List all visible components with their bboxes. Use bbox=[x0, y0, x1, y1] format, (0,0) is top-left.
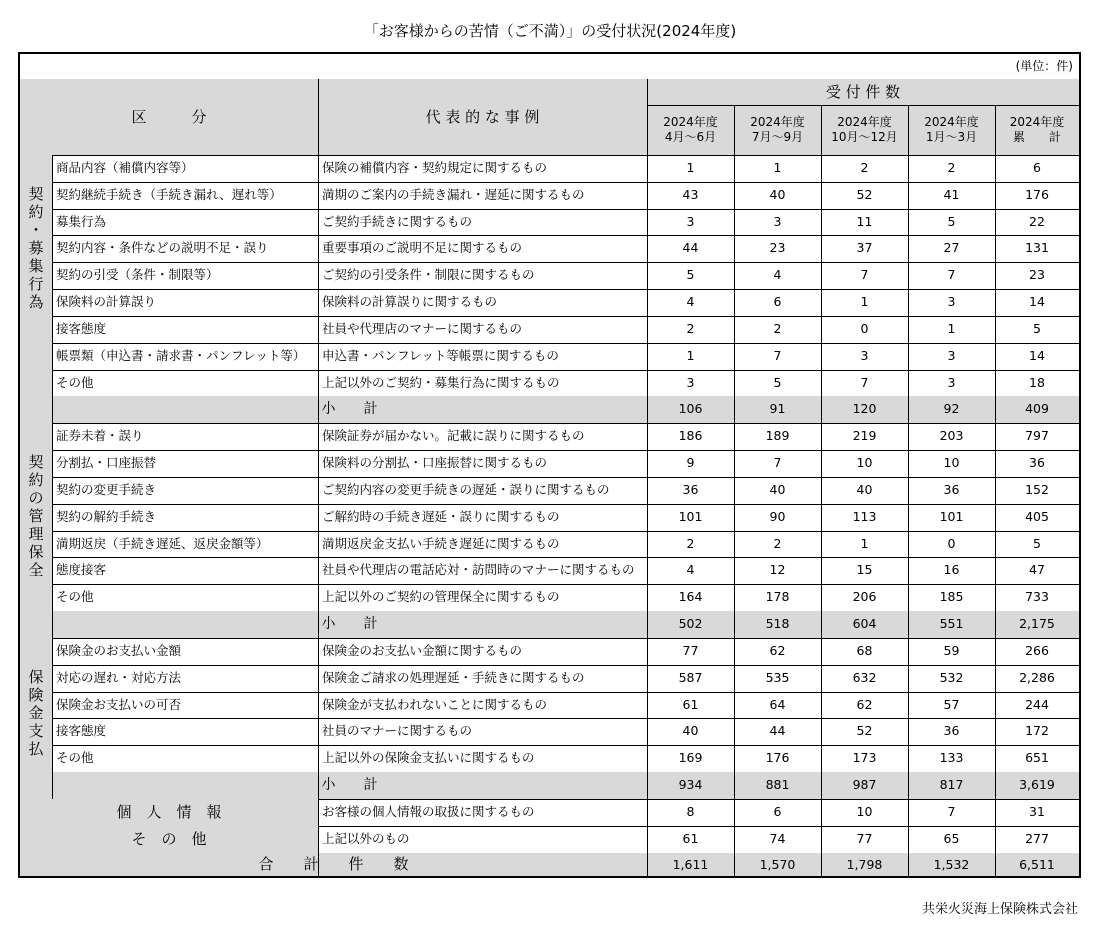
row-value: 7 bbox=[773, 455, 782, 471]
header-period-line: 2024年度 bbox=[663, 115, 718, 129]
row-value: 3 bbox=[947, 294, 956, 310]
row-example: 満期返戻金支払い手続き遅延に関するもの bbox=[322, 535, 560, 551]
row-value: 5 bbox=[686, 267, 695, 283]
row-value: 6 bbox=[773, 294, 782, 310]
total-value: 6,511 bbox=[1019, 856, 1055, 872]
row-example: 申込書・パンフレット等帳票に関するもの bbox=[322, 347, 559, 363]
subtotal-value: 409 bbox=[1025, 401, 1049, 417]
row-value: 77 bbox=[682, 642, 699, 658]
section-label-char: 保 bbox=[28, 667, 44, 686]
row-value: 2 bbox=[686, 320, 695, 336]
row-value: 7 bbox=[860, 374, 869, 390]
section-label-char: 契 bbox=[28, 453, 44, 472]
row-value: 1 bbox=[860, 535, 869, 551]
row-item: 対応の遅れ・対応方法 bbox=[56, 669, 182, 685]
row-value: 40 bbox=[856, 481, 873, 497]
extra-row-value: 74 bbox=[769, 830, 786, 846]
row-example: ご解約時の手続き遅延・誤りに関するもの bbox=[322, 508, 560, 524]
row-value: 59 bbox=[943, 642, 960, 658]
grid-line bbox=[995, 105, 996, 876]
extra-row-value: 65 bbox=[943, 830, 960, 846]
row-value: 44 bbox=[769, 723, 786, 739]
row-value: 52 bbox=[856, 723, 873, 739]
section-label-char: 募 bbox=[28, 239, 44, 257]
section-label-char: 管 bbox=[28, 507, 44, 526]
grid-line bbox=[734, 105, 735, 876]
row-value: 5 bbox=[1033, 535, 1041, 551]
row-value: 176 bbox=[1025, 186, 1049, 202]
header-count: 受 付 件 数 bbox=[825, 83, 901, 101]
row-item: 接客態度 bbox=[56, 320, 107, 336]
row-value: 101 bbox=[939, 508, 964, 524]
row-value: 16 bbox=[943, 562, 960, 578]
row-value: 44 bbox=[682, 240, 699, 256]
row-value: 131 bbox=[1025, 240, 1049, 256]
row-item: 態度接客 bbox=[56, 562, 107, 578]
row-value: 2 bbox=[686, 535, 695, 551]
row-item: その他 bbox=[56, 750, 94, 766]
subtotal-value: 120 bbox=[852, 401, 877, 417]
row-value: 7 bbox=[860, 267, 869, 283]
row-example: 保険料の分割払・口座振替に関するもの bbox=[322, 455, 548, 471]
total-value: 1,611 bbox=[672, 856, 709, 872]
subtotal-value: 91 bbox=[769, 401, 786, 417]
section-label-char: 払 bbox=[28, 739, 44, 758]
row-value: 176 bbox=[765, 750, 790, 766]
row-item: 契約内容・条件などの説明不足・誤り bbox=[56, 240, 269, 256]
subtotal-value: 934 bbox=[678, 777, 703, 793]
row-value: 244 bbox=[1025, 696, 1049, 712]
header-period-line: 1月～3月 bbox=[925, 130, 978, 144]
section-label-char: 支 bbox=[28, 721, 44, 740]
row-value: 632 bbox=[852, 669, 877, 685]
subtotal-value: 3,619 bbox=[1019, 777, 1055, 793]
row-value: 535 bbox=[765, 669, 790, 685]
section-label bbox=[20, 423, 52, 638]
subtotal-value: 604 bbox=[852, 616, 877, 632]
header-period-line: 2024年度 bbox=[750, 115, 805, 129]
row-example: ご契約の引受条件・制限に関するもの bbox=[322, 267, 535, 283]
row-example: 保険証券が届かない。記載に誤りに関するもの bbox=[322, 428, 585, 444]
row-value: 57 bbox=[943, 696, 960, 712]
row-item: 保険金のお支払い金額 bbox=[56, 642, 182, 658]
row-example: 保険の補償内容・契約規定に関するもの bbox=[322, 160, 548, 175]
row-example: 上記以外の保険金支払いに関するもの bbox=[322, 750, 535, 766]
row-item: 契約の引受（条件・制限等） bbox=[56, 267, 219, 283]
row-value: 0 bbox=[860, 320, 869, 336]
unit-label: (単位：件) bbox=[1015, 59, 1073, 73]
section-label-char: 保 bbox=[28, 543, 44, 562]
grid-line bbox=[52, 155, 53, 423]
row-value: 2 bbox=[860, 160, 869, 175]
row-value: 189 bbox=[765, 428, 790, 444]
header-period-line: 2024年度 bbox=[924, 115, 979, 129]
row-value: 61 bbox=[682, 696, 699, 712]
extra-row-value: 7 bbox=[947, 803, 956, 819]
row-value: 15 bbox=[856, 562, 873, 578]
extra-row-value: 61 bbox=[682, 830, 699, 846]
row-value: 2 bbox=[773, 535, 782, 551]
total-value: 1,798 bbox=[846, 856, 883, 872]
subtotal-value: 106 bbox=[678, 401, 703, 417]
subtotal-value: 551 bbox=[939, 616, 964, 632]
row-value: 5 bbox=[773, 374, 782, 390]
row-value: 14 bbox=[1029, 294, 1045, 310]
section-label-char: 全 bbox=[28, 561, 44, 580]
row-value: 14 bbox=[1029, 347, 1045, 363]
row-value: 41 bbox=[943, 186, 960, 202]
total-value: 1,570 bbox=[759, 856, 796, 872]
row-value: 532 bbox=[939, 669, 964, 685]
row-example: 満期のご案内の手続き漏れ・遅延に関するもの bbox=[322, 186, 585, 202]
header-period-line: 累 計 bbox=[1012, 130, 1061, 144]
row-value: 185 bbox=[939, 589, 964, 605]
row-item: 契約の変更手続き bbox=[56, 481, 157, 497]
subtotal-label: 小 計 bbox=[321, 616, 378, 633]
row-value: 23 bbox=[769, 240, 786, 256]
company-name: 共栄火災海上保険株式会社 bbox=[921, 902, 1078, 917]
grid-line bbox=[52, 638, 53, 799]
row-item: 満期返戻（手続き遅延、返戻金額等） bbox=[56, 535, 269, 551]
header-period-line: 2024年度 bbox=[837, 115, 892, 129]
row-example: 保険金が支払われないことに関するもの bbox=[322, 696, 548, 712]
row-value: 36 bbox=[1029, 455, 1045, 471]
row-value: 186 bbox=[678, 428, 703, 444]
row-value: 4 bbox=[686, 562, 695, 578]
total-label: 合 計 件 数 bbox=[258, 854, 409, 873]
row-item: 分割払・口座振替 bbox=[56, 455, 157, 471]
row-example: ご契約手続きに関するもの bbox=[322, 213, 473, 229]
row-value: 206 bbox=[852, 589, 877, 605]
row-example: 上記以外のご契約の管理保全に関するもの bbox=[322, 589, 560, 605]
subtotal-value: 92 bbox=[943, 401, 960, 417]
row-value: 64 bbox=[769, 696, 786, 712]
header-period bbox=[908, 105, 995, 155]
row-value: 2,286 bbox=[1019, 669, 1055, 685]
row-value: 1 bbox=[947, 320, 956, 336]
row-value: 5 bbox=[1033, 320, 1041, 336]
row-item: 保険料の計算誤り bbox=[56, 294, 157, 310]
row-value: 178 bbox=[765, 589, 790, 605]
row-value: 36 bbox=[943, 723, 960, 739]
row-example: 社員や代理店のマナーに関するもの bbox=[322, 320, 523, 336]
row-value: 101 bbox=[678, 508, 703, 524]
row-value: 90 bbox=[769, 508, 786, 524]
extra-row-value: 31 bbox=[1029, 803, 1045, 819]
section-label-char: 理 bbox=[28, 525, 44, 544]
row-value: 733 bbox=[1025, 589, 1049, 605]
row-example: ご契約内容の変更手続きの遅延・誤りに関するもの bbox=[322, 481, 610, 497]
extra-row-label: 個 人 情 報 bbox=[20, 799, 318, 826]
header-period bbox=[647, 105, 734, 155]
grid-line bbox=[908, 105, 909, 876]
row-example: 保険金のお支払い金額に関するもの bbox=[322, 642, 523, 658]
subtotal-value: 817 bbox=[939, 777, 964, 793]
subtotal-label: 小 計 bbox=[321, 401, 378, 418]
row-value: 164 bbox=[678, 589, 703, 605]
extra-row-example: 上記以外のもの bbox=[322, 830, 410, 846]
row-value: 27 bbox=[943, 240, 960, 256]
row-value: 152 bbox=[1025, 481, 1049, 497]
row-value: 6 bbox=[1033, 160, 1041, 175]
row-value: 169 bbox=[678, 750, 703, 766]
section-label-char: 険 bbox=[28, 685, 44, 704]
row-value: 5 bbox=[947, 213, 956, 229]
row-value: 47 bbox=[1029, 562, 1045, 578]
section-label-char: の bbox=[28, 489, 44, 508]
row-value: 3 bbox=[860, 347, 869, 363]
row-item: 契約の解約手続き bbox=[56, 508, 157, 524]
row-value: 11 bbox=[856, 213, 873, 229]
row-item: その他 bbox=[56, 374, 94, 390]
section-label-char: 為 bbox=[28, 293, 44, 311]
row-value: 405 bbox=[1025, 508, 1049, 524]
row-value: 52 bbox=[856, 186, 873, 202]
row-example: 重要事項のご説明不足に関するもの bbox=[322, 240, 523, 256]
extra-row-value: 8 bbox=[686, 803, 695, 819]
row-value: 3 bbox=[947, 374, 956, 390]
row-value: 1 bbox=[686, 347, 695, 363]
row-item: 帳票類（申込書・請求書・パンフレット等） bbox=[56, 347, 306, 363]
header-period bbox=[734, 105, 821, 155]
row-value: 62 bbox=[769, 642, 786, 658]
section-label-char: 約 bbox=[28, 203, 44, 221]
row-value: 173 bbox=[852, 750, 877, 766]
row-item: 接客態度 bbox=[56, 723, 107, 739]
section-label-char: 約 bbox=[28, 471, 44, 490]
subtotal-label: 小 計 bbox=[321, 777, 378, 794]
row-value: 3 bbox=[773, 213, 782, 229]
extra-row-value: 10 bbox=[856, 803, 873, 819]
row-value: 18 bbox=[1029, 374, 1045, 390]
row-value: 22 bbox=[1029, 213, 1045, 229]
subtotal-value: 518 bbox=[765, 616, 790, 632]
extra-row-label: そ の 他 bbox=[20, 826, 318, 853]
row-value: 1 bbox=[860, 294, 869, 310]
row-value: 40 bbox=[769, 186, 786, 202]
row-item: 証券未着・誤り bbox=[56, 428, 144, 444]
subtotal-value: 502 bbox=[678, 616, 703, 632]
row-value: 219 bbox=[852, 428, 877, 444]
row-item: 保険金お支払いの可否 bbox=[56, 696, 182, 712]
row-value: 9 bbox=[686, 455, 695, 471]
subtotal-value: 987 bbox=[852, 777, 877, 793]
row-value: 266 bbox=[1025, 642, 1049, 658]
complaints-table bbox=[18, 52, 1081, 878]
row-value: 651 bbox=[1025, 750, 1049, 766]
row-example: 上記以外のご契約・募集行為に関するもの bbox=[322, 374, 560, 390]
section-label bbox=[20, 638, 52, 799]
row-item: 商品内容（補償内容等） bbox=[56, 160, 194, 175]
row-value: 797 bbox=[1025, 428, 1049, 444]
section-label-char: 金 bbox=[28, 703, 44, 722]
row-value: 113 bbox=[852, 508, 877, 524]
row-value: 37 bbox=[856, 240, 873, 256]
row-value: 2 bbox=[947, 160, 956, 175]
row-example: 保険金ご請求の処理遅延・手続きに関するもの bbox=[322, 669, 585, 685]
row-value: 10 bbox=[856, 455, 873, 471]
row-value: 4 bbox=[686, 294, 695, 310]
extra-row-value: 277 bbox=[1025, 830, 1049, 846]
header-period-line: 2024年度 bbox=[1009, 115, 1065, 129]
row-value: 40 bbox=[682, 723, 699, 739]
grid-line bbox=[647, 79, 648, 876]
grid-line bbox=[52, 423, 53, 638]
row-value: 133 bbox=[939, 750, 964, 766]
row-value: 40 bbox=[769, 481, 786, 497]
header-period-line: 10月～12月 bbox=[831, 130, 898, 144]
header-period bbox=[821, 105, 908, 155]
header-example: 代 表 的 な 事 例 bbox=[425, 108, 540, 126]
subtotal-value: 2,175 bbox=[1019, 616, 1055, 632]
row-value: 7 bbox=[947, 267, 956, 283]
grid-line bbox=[821, 105, 822, 876]
page-title: 「お客様からの苦情（ご不満）」の受付状況(2024年度) bbox=[363, 22, 737, 40]
row-value: 1 bbox=[773, 160, 782, 175]
header-period-line: 4月～6月 bbox=[664, 130, 717, 144]
row-value: 7 bbox=[773, 347, 782, 363]
row-item: 契約継続手続き（手続き漏れ、遅れ等） bbox=[56, 186, 282, 202]
section-label-char: 行 bbox=[28, 275, 44, 293]
row-value: 172 bbox=[1025, 723, 1049, 739]
row-value: 36 bbox=[943, 481, 960, 497]
row-value: 36 bbox=[682, 481, 699, 497]
total-value: 1,532 bbox=[933, 856, 970, 872]
row-example: 社員のマナーに関するもの bbox=[322, 723, 473, 739]
row-value: 2 bbox=[773, 320, 782, 336]
row-value: 203 bbox=[939, 428, 964, 444]
row-value: 4 bbox=[773, 267, 782, 283]
row-value: 23 bbox=[1029, 267, 1045, 283]
row-value: 10 bbox=[943, 455, 960, 471]
section-label-char: 集 bbox=[28, 257, 44, 275]
row-value: 0 bbox=[947, 535, 956, 551]
section-label bbox=[20, 155, 52, 423]
header-category: 区 分 bbox=[131, 108, 207, 126]
extra-row-value: 77 bbox=[856, 830, 873, 846]
row-item: 募集行為 bbox=[56, 213, 107, 229]
row-value: 587 bbox=[678, 669, 703, 685]
header-period-line: 7月～9月 bbox=[751, 130, 804, 144]
row-item: その他 bbox=[56, 589, 94, 605]
subtotal-value: 881 bbox=[765, 777, 790, 793]
row-value: 43 bbox=[682, 186, 699, 202]
row-value: 62 bbox=[856, 696, 873, 712]
header-period bbox=[995, 105, 1079, 155]
row-value: 68 bbox=[856, 642, 873, 658]
row-value: 3 bbox=[686, 374, 695, 390]
section-label-char: ・ bbox=[28, 221, 44, 239]
row-value: 3 bbox=[947, 347, 956, 363]
row-value: 3 bbox=[686, 213, 695, 229]
extra-row-value: 6 bbox=[773, 803, 782, 819]
row-example: 社員や代理店の電話応対・訪問時のマナーに関するもの bbox=[322, 562, 635, 578]
grid-line bbox=[318, 79, 319, 876]
extra-row-example: お客様の個人情報の取扱に関するもの bbox=[322, 803, 535, 819]
row-example: 保険料の計算誤りに関するもの bbox=[322, 294, 498, 310]
section-label-char: 契 bbox=[28, 185, 44, 203]
row-value: 1 bbox=[686, 160, 695, 175]
row-value: 12 bbox=[769, 562, 786, 578]
